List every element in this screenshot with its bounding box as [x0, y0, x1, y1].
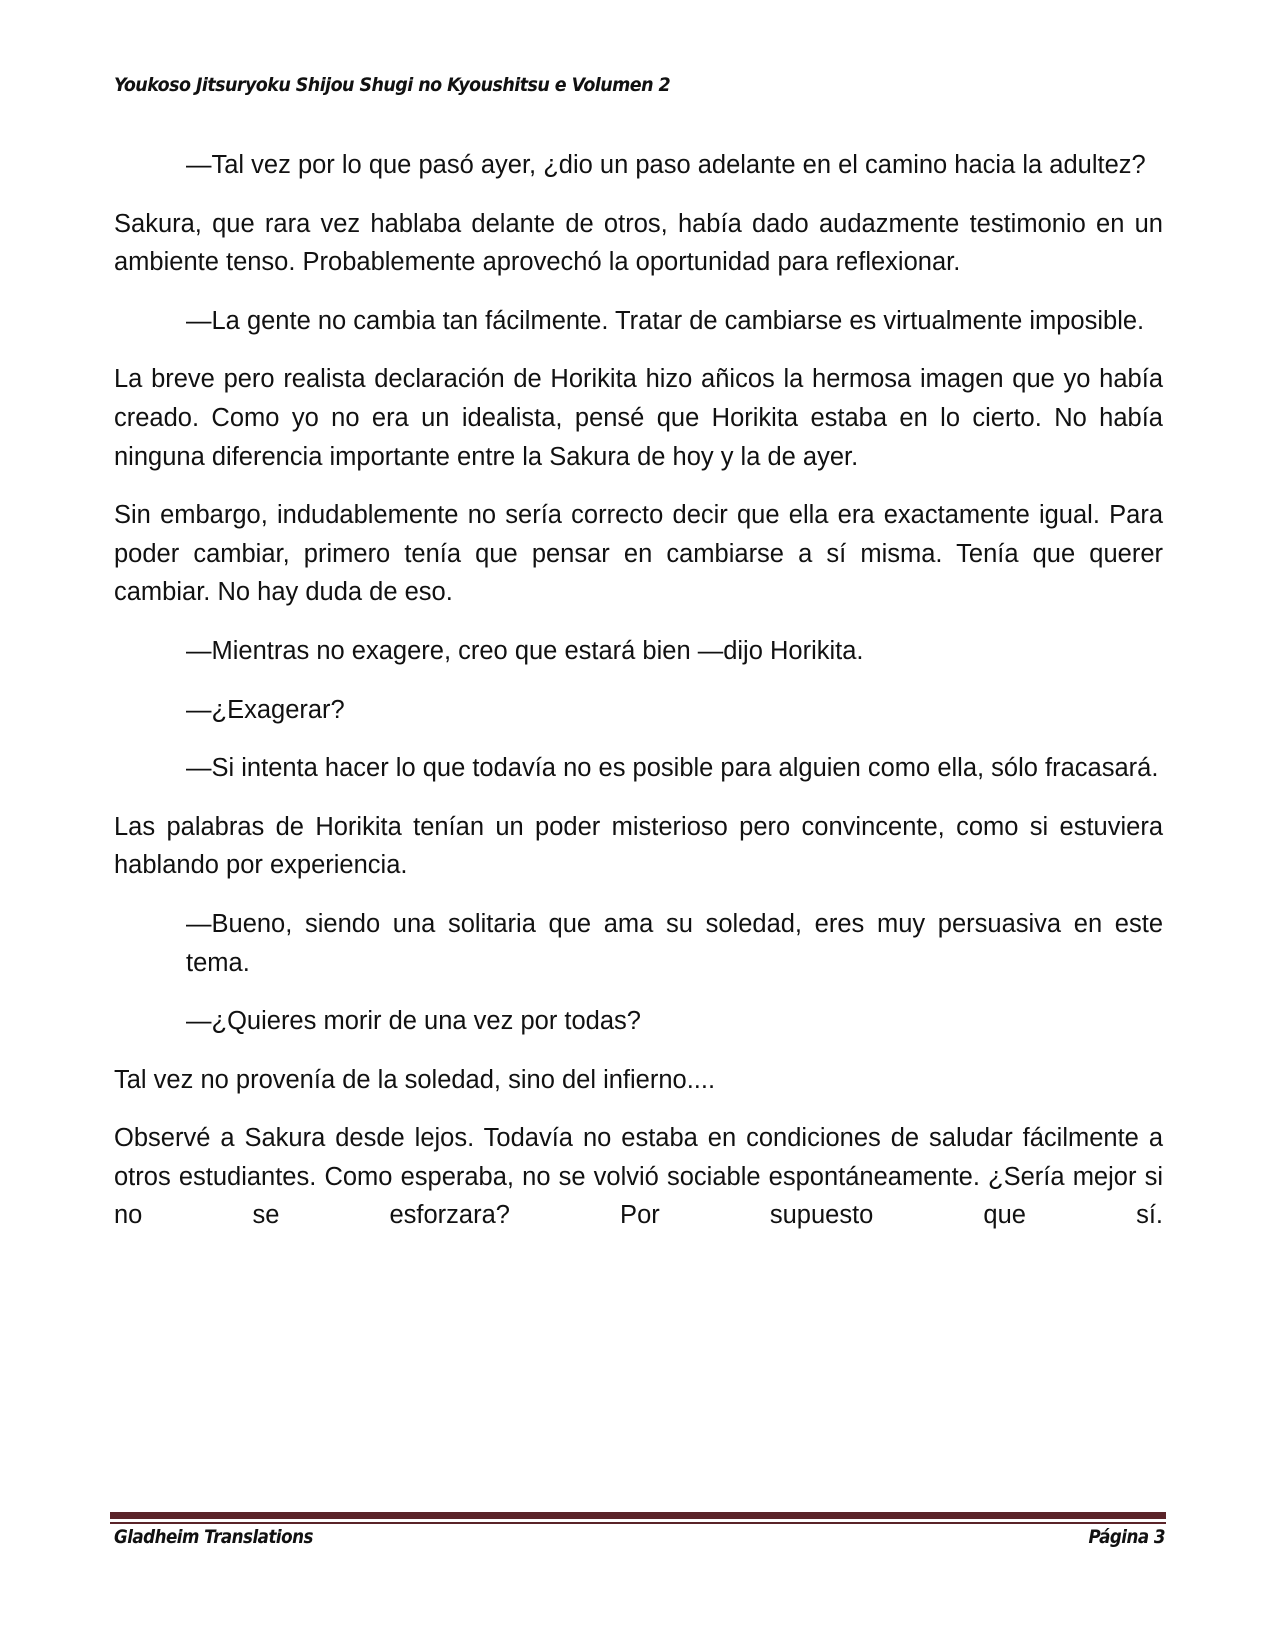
dialogue-paragraph: —¿Exagerar? [186, 695, 345, 724]
narration-paragraph: Sakura, que rara vez hablaba delante de otros, había dado audazmente testimonio en un ambiente tenso. Probablemente aprovechó la oportunidad para reflexionar. [114, 209, 1163, 277]
dialogue-paragraph: —Tal vez por lo que pasó ayer, ¿dio un paso adelante en el camino hacia la adultez? [186, 151, 1146, 179]
footer-rule-thick [110, 1512, 1166, 1519]
narration-paragraph: Tal vez no provenía de la soledad, sino del infierno.... [114, 1065, 716, 1094]
narration-paragraph: La breve pero realista declaración de Horikita hizo añicos la hermosa imagen que yo había creado. Como yo no era un idealista, pensé que Horikita estaba en lo cierto. No había ninguna diferencia importante entre la Sakura de hoy y la de ayer. [114, 365, 1163, 471]
page-number: Página 3 [1088, 1526, 1165, 1548]
running-header: Youkoso Jitsuryoku Shijou Shugi no Kyoushitsu e Volumen 2 [114, 74, 671, 96]
page-body [114, 146, 1163, 1255]
narration-paragraph: Las palabras de Horikita tenían un poder misterioso pero convincente, como si estuviera hablando por experiencia. [114, 812, 1163, 880]
narration-paragraph: Observé a Sakura desde lejos. Todavía no estaba en condiciones de saludar fácilmente a otros estudiantes. Como esperaba, no se volvió sociable espontáneamente. ¿Sería mejor si no se esforzara? Por supuesto que sí. [114, 1124, 1163, 1230]
narration-paragraph: Sin embargo, indudablemente no sería correcto decir que ella era exactamente igual. Para poder cambiar, primero tenía que pensar en cambiarse a sí misma. Tenía que querer cambiar. No hay duda de eso. [114, 501, 1163, 607]
dialogue-paragraph: —La gente no cambia tan fácilmente. Tratar de cambiarse es virtualmente imposible. [186, 306, 1145, 335]
dialogue-paragraph: —Si intenta hacer lo que todavía no es posible para alguien como ella, sólo fracasará. [186, 754, 1159, 783]
footer-rule-thin [110, 1522, 1166, 1524]
dialogue-paragraph: —¿Quieres morir de una vez por todas? [186, 1007, 641, 1036]
footer-credit: Gladheim Translations [114, 1526, 313, 1548]
dialogue-paragraph: —Bueno, siendo una solitaria que ama su soledad, eres muy persuasiva en este tema. [186, 909, 1163, 977]
dialogue-paragraph: —Mientras no exagere, creo que estará bien —dijo Horikita. [186, 636, 864, 665]
